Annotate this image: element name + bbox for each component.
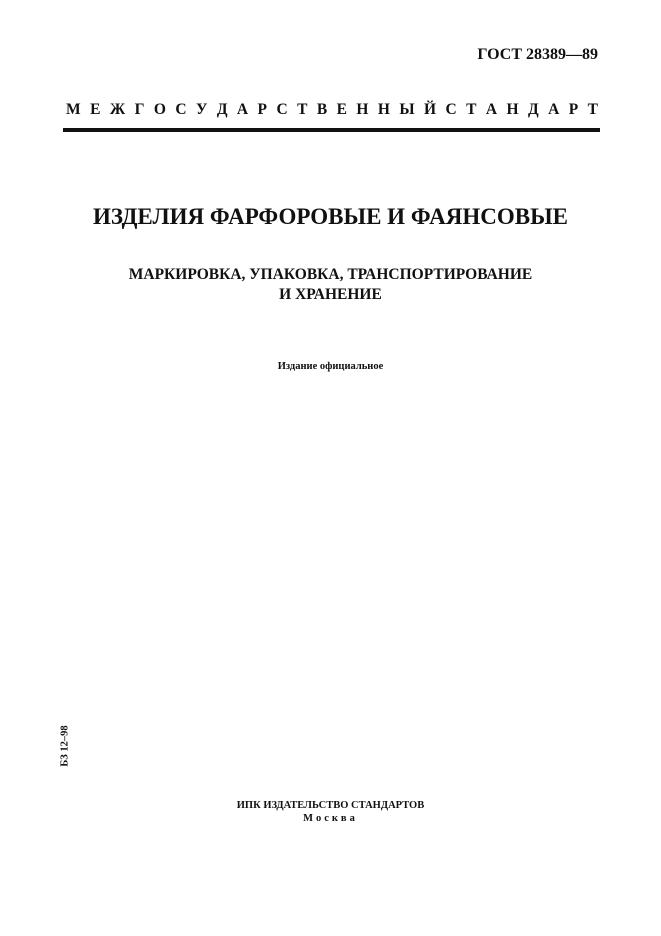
publisher-block bbox=[0, 799, 661, 825]
side-code bbox=[58, 718, 72, 774]
gost-number: ГОСТ 28389—89 bbox=[477, 46, 598, 63]
side-code-text: БЗ 12–98 bbox=[59, 725, 71, 767]
interstate-standard-label bbox=[66, 101, 598, 119]
subtitle-line-2: И ХРАНЕНИЕ bbox=[279, 286, 382, 303]
publisher-city: Москва bbox=[303, 813, 358, 824]
header-rule bbox=[63, 128, 600, 132]
document-title: ИЗДЕЛИЯ ФАРФОРОВЫЕ И ФАЯНСОВЫЕ bbox=[92, 204, 568, 229]
document-subtitle bbox=[0, 265, 661, 305]
edition-label: Издание официальное bbox=[277, 361, 384, 372]
publisher-name: ИПК ИЗДАТЕЛЬСТВО СТАНДАРТОВ bbox=[236, 800, 425, 811]
subtitle-line-1: МАРКИРОВКА, УПАКОВКА, ТРАНСПОРТИРОВАНИЕ bbox=[128, 266, 533, 283]
interstate-standard-text: М Е Ж Г О С У Д А Р С Т В Е Н Н Ы Й С Т А Н Д А Р Т bbox=[66, 101, 598, 118]
